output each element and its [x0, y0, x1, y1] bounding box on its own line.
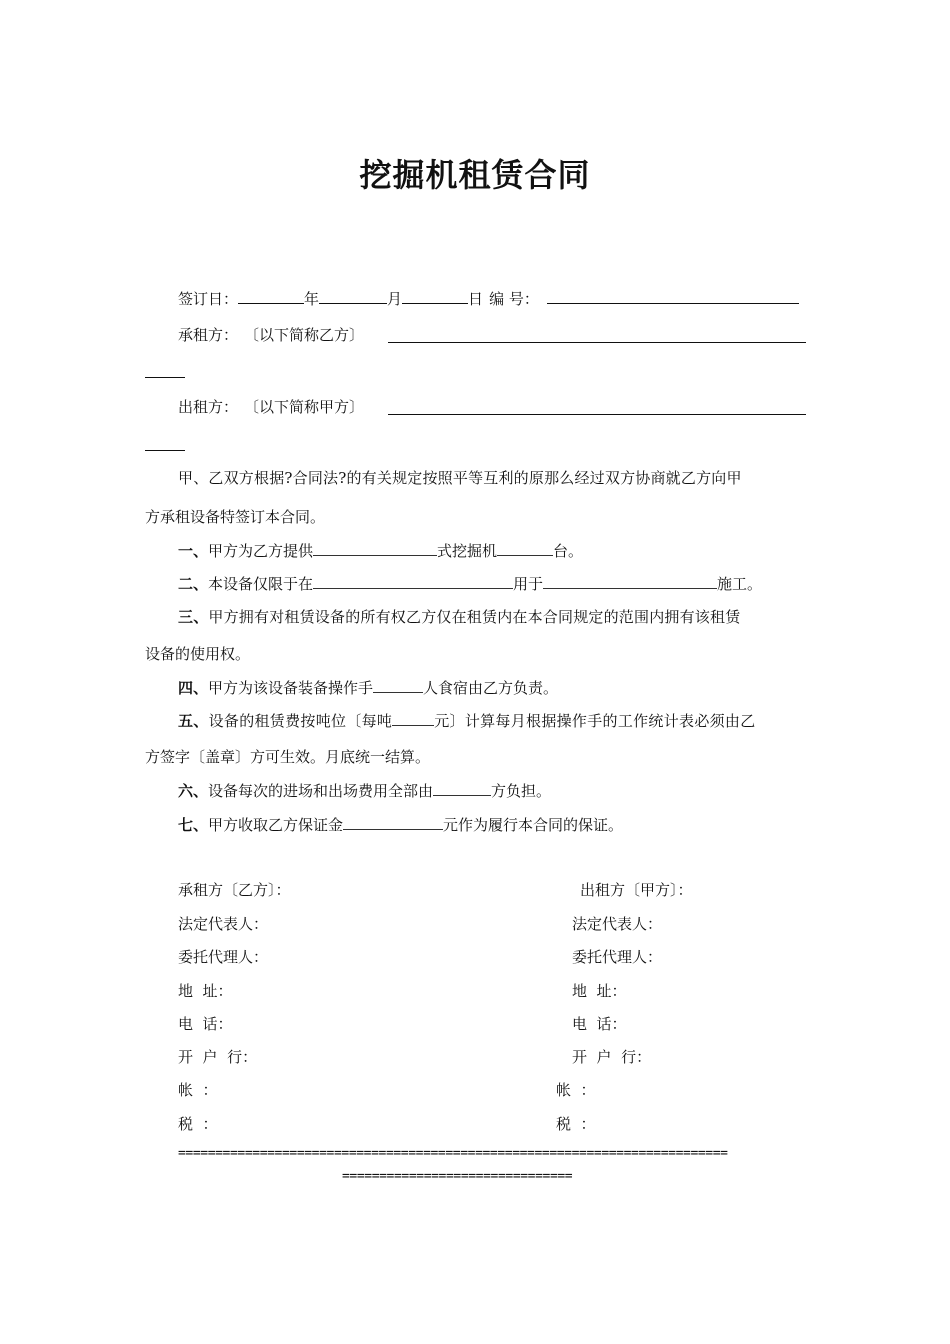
sign-date-line — [178, 288, 799, 309]
clause-2-text-b: 用于 — [513, 575, 544, 593]
lessee-line — [178, 324, 364, 345]
left-agent: 委托代理人： — [178, 948, 269, 966]
clause-1-text-a: 甲方为乙方提供 — [208, 542, 314, 560]
clause-1-type-blank[interactable] — [313, 541, 437, 556]
clause-3-line-2: 设备的使用权。 — [145, 645, 251, 663]
lessor-note: 〔以下简称甲方〕 — [244, 398, 365, 416]
year-label: 年 — [304, 290, 320, 308]
clause-2-text-a: 本设备仅限于在 — [208, 575, 314, 593]
sign-date-label: 签订日： — [178, 290, 239, 308]
left-bank: 开 户 行： — [178, 1048, 258, 1066]
lessee-blank-cont[interactable] — [145, 377, 185, 378]
lessee-note: 〔以下简称乙方〕 — [244, 326, 365, 344]
clause-5-num: 五、 — [178, 712, 209, 730]
left-account: 帐 ： — [178, 1081, 218, 1099]
left-address: 地 址： — [178, 982, 233, 1000]
clause-4-text-b: 人食宿由乙方负责。 — [423, 679, 559, 697]
clause-5-price-blank[interactable] — [392, 711, 434, 726]
footer-separator-2: =============================== — [342, 1169, 573, 1184]
right-bank: 开 户 行： — [572, 1048, 652, 1066]
right-party: 出租方〔甲方〕： — [580, 881, 693, 899]
document-title: 挖掘机租赁合同 — [359, 156, 591, 194]
day-blank[interactable] — [402, 288, 468, 304]
right-tax: 税 ： — [556, 1115, 596, 1133]
clause-6 — [178, 780, 551, 801]
month-blank[interactable] — [319, 288, 387, 304]
clause-7-deposit-blank[interactable] — [343, 815, 443, 830]
footer-separator-1: ========================================================================== — [178, 1146, 728, 1161]
clause-6-party-blank[interactable] — [433, 781, 491, 796]
clause-3-num: 三、 — [178, 608, 209, 626]
clause-7-text-b: 元作为履行本合同的保证。 — [443, 816, 624, 834]
intro-line-1: 甲、乙双方根据?合同法?的有关规定按照平等互利的原那么经过双方协商就乙方向甲 — [178, 469, 742, 487]
clause-3-line-1 — [178, 606, 740, 627]
lessor-blank[interactable] — [388, 414, 806, 415]
clause-4-num: 四、 — [178, 679, 209, 697]
clause-4 — [178, 677, 558, 698]
month-label: 月 — [387, 290, 403, 308]
clause-5-text-b: 元〕计算每月根据操作手的工作统计表必须由乙 — [434, 712, 756, 730]
clause-4-operator-blank[interactable] — [373, 678, 423, 693]
clause-1-text-b: 式挖掘机 — [437, 542, 498, 560]
lessor-label: 出租方： — [178, 398, 239, 416]
left-tax: 税 ： — [178, 1115, 218, 1133]
clause-2-location-blank[interactable] — [313, 574, 513, 589]
left-rep: 法定代表人： — [178, 915, 269, 933]
clause-5-text-a: 设备的租赁费按吨位〔每吨 — [208, 712, 393, 730]
clause-1-num: 一、 — [178, 542, 209, 560]
clause-6-text-b: 方负担。 — [491, 782, 552, 800]
clause-1 — [178, 540, 583, 561]
lessor-blank-cont[interactable] — [145, 450, 185, 451]
left-phone: 电 话： — [178, 1015, 233, 1033]
day-label: 日 — [468, 290, 484, 308]
lessor-line — [178, 396, 364, 417]
clause-1-count-blank[interactable] — [497, 541, 553, 556]
clause-7 — [178, 814, 623, 835]
right-address: 地 址： — [572, 982, 627, 1000]
clause-1-text-c: 台。 — [553, 542, 584, 560]
lessee-blank[interactable] — [388, 342, 806, 343]
clause-6-text-a: 设备每次的进场和出场费用全部由 — [208, 782, 434, 800]
intro-line-2: 方承租设备特签订本合同。 — [145, 508, 326, 526]
clause-2-text-c: 施工。 — [717, 575, 763, 593]
clause-5-line-1 — [178, 710, 756, 731]
year-blank[interactable] — [238, 288, 304, 304]
clause-2-num: 二、 — [178, 575, 209, 593]
clause-7-num: 七、 — [178, 816, 209, 834]
clause-6-num: 六、 — [178, 782, 209, 800]
right-account: 帐 ： — [556, 1081, 596, 1099]
number-label: 编 号： — [489, 290, 539, 308]
clause-4-text-a: 甲方为该设备装备操作手 — [208, 679, 374, 697]
left-party: 承租方〔乙方〕： — [178, 881, 291, 899]
right-phone: 电 话： — [572, 1015, 627, 1033]
clause-2 — [178, 573, 762, 594]
clause-2-purpose-blank[interactable] — [543, 574, 717, 589]
lessee-label: 承租方： — [178, 326, 239, 344]
clause-7-text-a: 甲方收取乙方保证金 — [208, 816, 344, 834]
right-rep: 法定代表人： — [572, 915, 663, 933]
clause-3-text: 甲方拥有对租赁设备的所有权乙方仅在租赁内在本合同规定的范围内拥有该租赁 — [208, 608, 741, 626]
clause-5-line-2: 方签字〔盖章〕方可生效。月底统一结算。 — [145, 748, 431, 766]
number-blank[interactable] — [547, 288, 799, 304]
right-agent: 委托代理人： — [572, 948, 663, 966]
